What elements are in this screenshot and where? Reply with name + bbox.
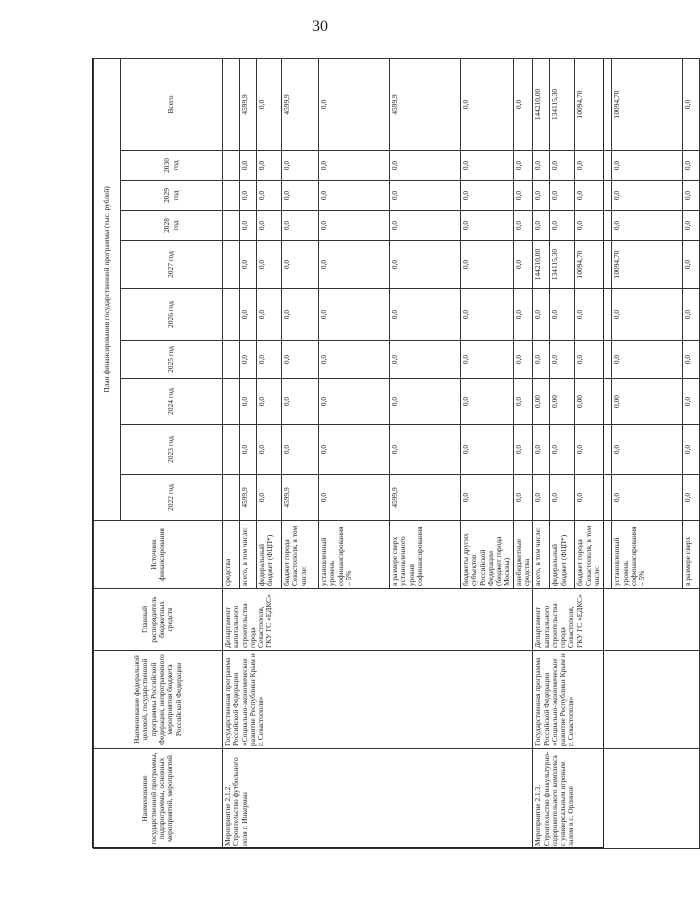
header-year: 2022 год bbox=[121, 475, 223, 521]
funding-source: в размере сверх bbox=[683, 521, 700, 589]
value-cell: 4599,9 bbox=[240, 475, 257, 521]
value-cell: 0,0 bbox=[461, 425, 514, 475]
value-cell: 0,0 bbox=[282, 289, 319, 341]
value-cell: 0,0 bbox=[257, 379, 282, 425]
value-cell: 4599,9 bbox=[390, 475, 461, 521]
value-cell: 0,0 bbox=[319, 151, 390, 181]
value-cell: 0,0 bbox=[319, 425, 390, 475]
value-cell: 0,0 bbox=[513, 289, 533, 341]
value-cell: 0,0 bbox=[390, 289, 461, 341]
value-cell: 0,0 bbox=[390, 379, 461, 425]
value-cell: 0,0 bbox=[282, 425, 319, 475]
value-cell: 0,0 bbox=[240, 211, 257, 241]
value-cell: 0,0 bbox=[533, 341, 550, 379]
value-cell: 144210,00 bbox=[533, 241, 550, 289]
value-cell: 0,0 bbox=[282, 151, 319, 181]
value-cell: 0,0 bbox=[257, 289, 282, 341]
measure-name: Мероприятие 2.1.3. Строительство физкультурно-оздоровительного комплекса с универсальным игровым залом в с. Орлиное bbox=[533, 749, 700, 849]
value-cell bbox=[223, 425, 240, 475]
measure-name: Мероприятие 2.1.2. Строительство футбольного поля г. Инкерман bbox=[223, 749, 533, 849]
value-cell: 0,0 bbox=[533, 211, 550, 241]
value-cell bbox=[223, 289, 240, 341]
header-year: Всего bbox=[121, 58, 223, 150]
rotated-table-frame bbox=[92, 58, 693, 848]
value-cell: 0,0 bbox=[257, 475, 282, 521]
value-cell: 0,0 bbox=[513, 379, 533, 425]
value-cell: 0,0 bbox=[513, 425, 533, 475]
value-cell: 0,0 bbox=[533, 289, 550, 341]
page-number: 30 bbox=[312, 18, 328, 35]
value-cell: 0,0 bbox=[612, 181, 683, 211]
value-cell: 0,0 bbox=[319, 58, 390, 150]
value-cell: 4599,9 bbox=[282, 58, 319, 150]
header-col1: Наименование государственной программы, подпрограммы, основных мероприятий, мероприятий bbox=[94, 749, 223, 849]
value-cell: 0,0 bbox=[683, 379, 700, 425]
value-cell: 0,0 bbox=[319, 289, 390, 341]
value-cell: 0,0 bbox=[683, 181, 700, 211]
header-year: 2028 год bbox=[121, 211, 223, 241]
value-cell: 0,0 bbox=[683, 475, 700, 521]
value-cell bbox=[223, 58, 240, 150]
value-cell: 0,0 bbox=[461, 289, 514, 341]
value-cell: 0,0 bbox=[683, 241, 700, 289]
value-cell: 0,0 bbox=[612, 475, 683, 521]
value-cell bbox=[223, 151, 240, 181]
funding-source: бюджет города Севастополя, в том числе: bbox=[282, 521, 319, 589]
value-cell: 0,0 bbox=[513, 181, 533, 211]
value-cell: 0,0 bbox=[240, 341, 257, 379]
value-cell: 0,00 bbox=[550, 379, 575, 425]
value-cell: 0,0 bbox=[319, 181, 390, 211]
value-cell: 0,0 bbox=[282, 181, 319, 211]
value-cell: 0,0 bbox=[550, 181, 575, 211]
header-year: 2024 год bbox=[121, 379, 223, 425]
value-cell: 0,0 bbox=[461, 475, 514, 521]
financing-table bbox=[93, 58, 700, 849]
value-cell: 0,0 bbox=[319, 241, 390, 289]
funding-source: установленный уровень софинансирования – 5% bbox=[319, 521, 390, 589]
value-cell: 144210,00 bbox=[533, 58, 550, 150]
value-cell: 0,0 bbox=[257, 58, 282, 150]
value-cell: 0,0 bbox=[533, 181, 550, 211]
header-year: 2030 год bbox=[121, 151, 223, 181]
value-cell: 0,0 bbox=[240, 425, 257, 475]
value-cell: 0,0 bbox=[575, 341, 612, 379]
value-cell: 0,0 bbox=[319, 379, 390, 425]
funding-source: всего, в том числе: bbox=[533, 521, 550, 589]
value-cell: 0,0 bbox=[550, 151, 575, 181]
value-cell: 0,0 bbox=[282, 241, 319, 289]
value-cell: 0,0 bbox=[550, 425, 575, 475]
program-name: Государственная программа Российской Федерации «Социально-экономическое развитие Республики Крым и г. Севастополя» bbox=[223, 651, 533, 749]
value-cell: 0,0 bbox=[319, 341, 390, 379]
budget-manager: Департамент капитального строительства города Севастополя, ГКУ ГС «ЕДКС» bbox=[223, 589, 533, 651]
funding-source: федеральный бюджет (ФЦП*) bbox=[550, 521, 575, 589]
value-cell bbox=[223, 475, 240, 521]
value-cell: 0,0 bbox=[533, 425, 550, 475]
value-cell: 0,0 bbox=[461, 341, 514, 379]
value-cell: 0,0 bbox=[240, 241, 257, 289]
value-cell: 0,0 bbox=[461, 181, 514, 211]
value-cell: 0,0 bbox=[257, 181, 282, 211]
value-cell: 0,0 bbox=[683, 151, 700, 181]
header-col4: Источник финансирования bbox=[94, 521, 223, 589]
value-cell: 10094,70 bbox=[575, 58, 612, 150]
value-cell: 0,0 bbox=[513, 241, 533, 289]
value-cell: 0,0 bbox=[240, 151, 257, 181]
value-cell: 4599,9 bbox=[240, 58, 257, 150]
value-cell: 0,0 bbox=[461, 58, 514, 150]
table-row bbox=[223, 58, 240, 848]
value-cell: 0,0 bbox=[257, 425, 282, 475]
value-cell: 10094,70 bbox=[612, 241, 683, 289]
value-cell: 0,0 bbox=[461, 379, 514, 425]
program-name: Государственная программа Российской Федерации «Социально-экономическое развитие Республики Крым и г. Севастополя» bbox=[533, 651, 700, 749]
header-year: 2025 год bbox=[121, 341, 223, 379]
value-cell: 0,0 bbox=[240, 289, 257, 341]
value-cell: 0,0 bbox=[390, 341, 461, 379]
value-cell: 0,0 bbox=[683, 289, 700, 341]
value-cell: 0,00 bbox=[575, 379, 612, 425]
value-cell: 0,0 bbox=[683, 211, 700, 241]
value-cell: 134115,30 bbox=[550, 241, 575, 289]
value-cell bbox=[223, 211, 240, 241]
value-cell: 0,0 bbox=[612, 211, 683, 241]
table-row bbox=[533, 58, 550, 848]
value-cell: 0,0 bbox=[550, 341, 575, 379]
value-cell: 0,0 bbox=[390, 425, 461, 475]
value-cell: 0,0 bbox=[513, 341, 533, 379]
landscape-content bbox=[93, 59, 693, 849]
value-cell: 0,0 bbox=[257, 341, 282, 379]
funding-source: внебюджетные средства bbox=[513, 521, 533, 589]
value-cell: 0,0 bbox=[513, 151, 533, 181]
header-year: 2023 год bbox=[121, 425, 223, 475]
value-cell: 0,0 bbox=[240, 181, 257, 211]
value-cell: 0,0 bbox=[461, 211, 514, 241]
value-cell: 10094,70 bbox=[612, 58, 683, 150]
value-cell bbox=[223, 379, 240, 425]
header-col2: Наименование федеральной целевой, государственной программы Российской Федерации, непрограммного мероприятия бюджета Российской Федерации bbox=[94, 651, 223, 749]
value-cell: 0,0 bbox=[612, 425, 683, 475]
funding-source: установленный уровень софинансирования – 5% bbox=[612, 521, 683, 589]
value-cell: 0,0 bbox=[575, 211, 612, 241]
value-cell: 0,0 bbox=[683, 341, 700, 379]
value-cell: 0,0 bbox=[575, 289, 612, 341]
budget-manager: Департамент капитального строительства города Севастополя, ГКУ ГС «ЕДКС» bbox=[533, 589, 700, 651]
value-cell: 4599,9 bbox=[390, 58, 461, 150]
value-cell: 0,0 bbox=[513, 475, 533, 521]
value-cell: 0,0 bbox=[257, 241, 282, 289]
value-cell: 0,0 bbox=[513, 211, 533, 241]
value-cell: 0,0 bbox=[319, 475, 390, 521]
value-cell: 0,0 bbox=[612, 289, 683, 341]
value-cell: 0,0 bbox=[612, 341, 683, 379]
header-plan-group: План финансирования государственной программы (тыс. рублей) bbox=[94, 58, 121, 520]
value-cell: 0,0 bbox=[575, 151, 612, 181]
value-cell bbox=[223, 341, 240, 379]
value-cell: 0,0 bbox=[683, 425, 700, 475]
value-cell: 0,0 bbox=[461, 241, 514, 289]
value-cell: 0,0 bbox=[513, 58, 533, 150]
funding-source: в размере сверх установленного уровня софинансирования bbox=[390, 521, 461, 589]
header-year: 2027 год bbox=[121, 241, 223, 289]
value-cell: 0,0 bbox=[683, 58, 700, 150]
value-cell: 10094,70 bbox=[575, 241, 612, 289]
value-cell: 0,0 bbox=[575, 425, 612, 475]
value-cell: 0,00 bbox=[612, 379, 683, 425]
value-cell: 0,0 bbox=[575, 475, 612, 521]
value-cell: 0,0 bbox=[575, 181, 612, 211]
value-cell: 134115,30 bbox=[550, 58, 575, 150]
value-cell: 0,0 bbox=[533, 475, 550, 521]
value-cell: 0,0 bbox=[461, 151, 514, 181]
value-cell: 0,0 bbox=[612, 151, 683, 181]
funding-source: средства bbox=[223, 521, 240, 589]
funding-source: всего, в том числе: bbox=[240, 521, 257, 589]
funding-source: бюджеты других субъектов Российской Федерации (бюджет города Москвы) bbox=[461, 521, 514, 589]
funding-source: федеральный бюджет (ФЦП*) bbox=[257, 521, 282, 589]
value-cell: 0,0 bbox=[390, 181, 461, 211]
header-year: 2029 год bbox=[121, 181, 223, 211]
value-cell: 0,0 bbox=[550, 475, 575, 521]
value-cell: 0,0 bbox=[319, 211, 390, 241]
value-cell: 0,0 bbox=[240, 379, 257, 425]
value-cell bbox=[223, 181, 240, 211]
value-cell: 0,0 bbox=[390, 211, 461, 241]
value-cell: 0,0 bbox=[282, 379, 319, 425]
value-cell: 0,0 bbox=[533, 151, 550, 181]
header-year: 2026 год bbox=[121, 289, 223, 341]
value-cell: 0,0 bbox=[390, 241, 461, 289]
header-col3: Главный распорядитель бюджетных средств bbox=[94, 589, 223, 651]
value-cell bbox=[223, 241, 240, 289]
value-cell: 0,0 bbox=[282, 341, 319, 379]
value-cell: 0,0 bbox=[257, 211, 282, 241]
value-cell: 0,0 bbox=[550, 211, 575, 241]
value-cell: 0,00 bbox=[533, 379, 550, 425]
value-cell: 0,0 bbox=[282, 211, 319, 241]
value-cell: 0,0 bbox=[390, 151, 461, 181]
value-cell: 0,0 bbox=[257, 151, 282, 181]
header-row-group bbox=[94, 58, 121, 848]
value-cell: 0,0 bbox=[550, 289, 575, 341]
value-cell: 4599,9 bbox=[282, 475, 319, 521]
funding-source: бюджет города Севастополя, в том числе: bbox=[575, 521, 612, 589]
